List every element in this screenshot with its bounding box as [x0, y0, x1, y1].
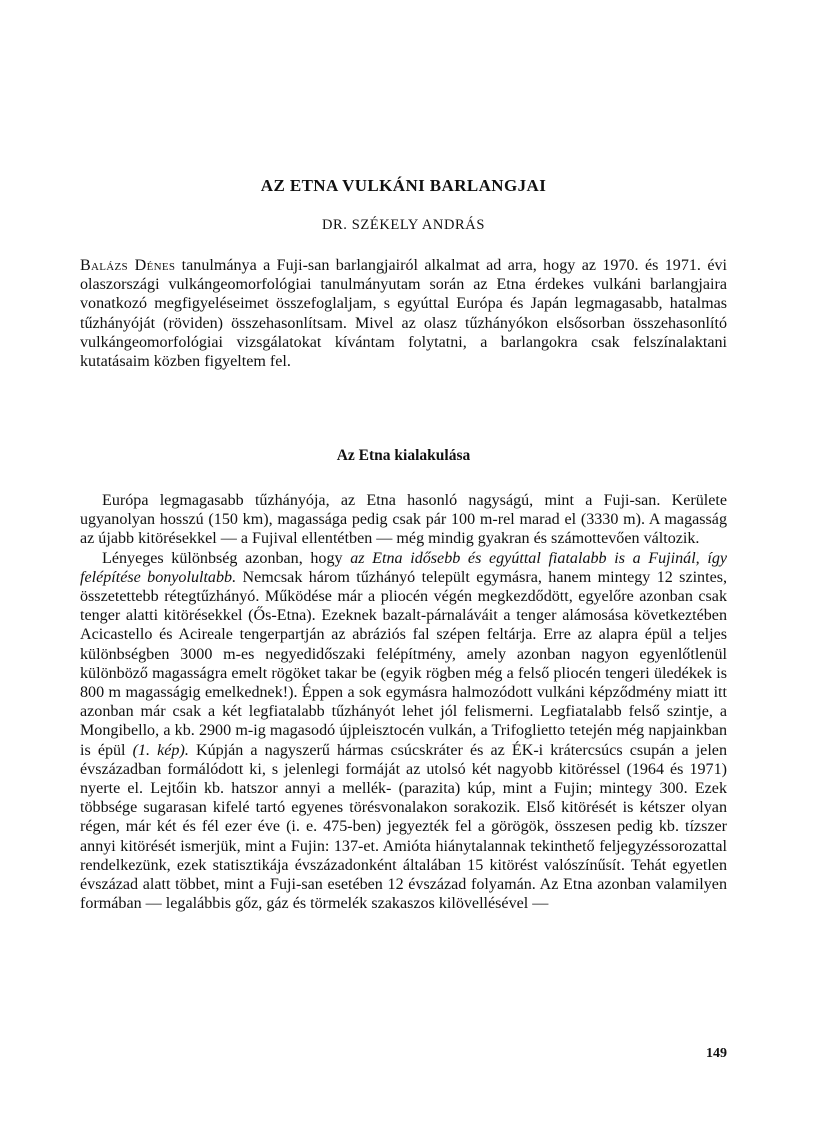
body-paragraph-1: Európa legmagasabb tűzhányója, az Etna hasonló nagyságú, mint a Fuji-san. Kerülete ugyanolyan hosszú (150 km), magassága pedig csak pár 100 m-rel marad el (3330 m). A magasság az újabb kitörésekkel — a Fujival ellentétben — még mindig gyakran és számottevően változik. [80, 492, 727, 548]
cited-author-name: Balázs Dénes [80, 257, 176, 274]
body-paragraph-2 [80, 549, 727, 914]
paragraph-text: Nemcsak három tűzhányó települt egymásra, hanem mintegy 12 szintes, összetettebb rétegtűzhányó. Működése már a pliocén végén megkezdődött, egyelőre azonban csak tenger alatti kitörésekkel (Ős-Etna). Ezeknek bazalt-párnaláváit a tenger alámosása következtében Acicastello és Acireale tengerpartján az abráziós fal szépen feltárja. Erre az alapra épül a teljes különbségben 3000 m-es negyedidőszaki felépítmény, amely azonban nagyon egyenlőtlenül különböző magasságra emelt rögöket takar be (egyik rögben még a felső pliocén tengeri üledékek is 800 m magasságig emelkednek!). Éppen a sok egymásra halmozódott vulkáni képződmény miatt itt azonban már csak a két legfiatalabb tűzhányót lehet jól felismerni. Legfiatalabb felső szintje, a Mongibello, a kb. 2900 m-ig magasodó újpleisztocén vulkán, a Trifoglietto tetején még napjainkban is épül [80, 568, 728, 759]
intro-block [80, 256, 727, 371]
article-author: DR. SZÉKELY ANDRÁS [321, 217, 486, 233]
paragraph-text: Kúpján a nagyszerű hármas csúcskráter és az ÉK-i krátercsúcs csupán a jelen évszázadban formálódott ki, s jelenlegi formáját az utolsó két nagyobb kitöréssel (1964 és 1971) nyerte el. Lejtőin kb. hatszor annyi a mellék- (parazita) kúp, mint a Fujin; mintegy 300. Ezek többsége sugarasan kifelé tartó egyenes törésvonalakon sorakozik. Első kitörését is kétszer olyan régen, már két és fél ezer éve (i. e. 475-ben) jegyezték fel a görögök, összesen pedig kb. tízszer annyi kitörését ismerjük, mint a Fujin: 137-et. Amióta hiánytalannak tekinthető feljegyzéssorozattal rendelkezünk, ezek statisztikája évszázadonként általában 15 kitörést valószínűsít. Tehát egyetlen évszázad alatt többet, mint a Fuji-san esetében 12 évszázad folyamán. Az Etna azonban valamilyen formában — legalábbis gőz, gáz és törmelék szakaszos kilövellésével — [80, 741, 727, 913]
page-number: 149 [706, 1046, 727, 1061]
article-title: AZ ETNA VULKÁNI BARLANGJAI [260, 176, 547, 195]
intro-paragraph [80, 256, 727, 371]
emphasis-text: az Etna idősebb és egyúttal fiatalabb is a Fujinál, így felépítése bonyolultabb. [80, 549, 728, 586]
paragraph-text: Lényeges különbség azonban, hogy [102, 549, 351, 567]
section-heading: Az Etna kialakulása [336, 447, 471, 464]
document-page [80, 0, 727, 1139]
intro-text: tanulmánya a Fuji-san barlangjairól alkalmat ad arra, hogy az 1970. és 1971. évi olaszországi vulkángeomorfológiai tanulmányutam során az Etna érdekes vulkáni barlangjaira vonatkozó megfigyeléseimet összefoglaljam, s egyúttal Európa és Japán legmagasabb, hatalmas tűzhányóját (röviden) összehasonlítsam. Mivel az olasz tűzhányókon elsősorban összehasonlító vulkángeomorfológiai vizsgálatokat kívántam folytatni, a barlangokra csak felszínalaktani kutatásaim közben figyeltem fel. [80, 257, 727, 371]
section-body [80, 491, 727, 913]
figure-reference: (1. kép). [132, 741, 189, 759]
